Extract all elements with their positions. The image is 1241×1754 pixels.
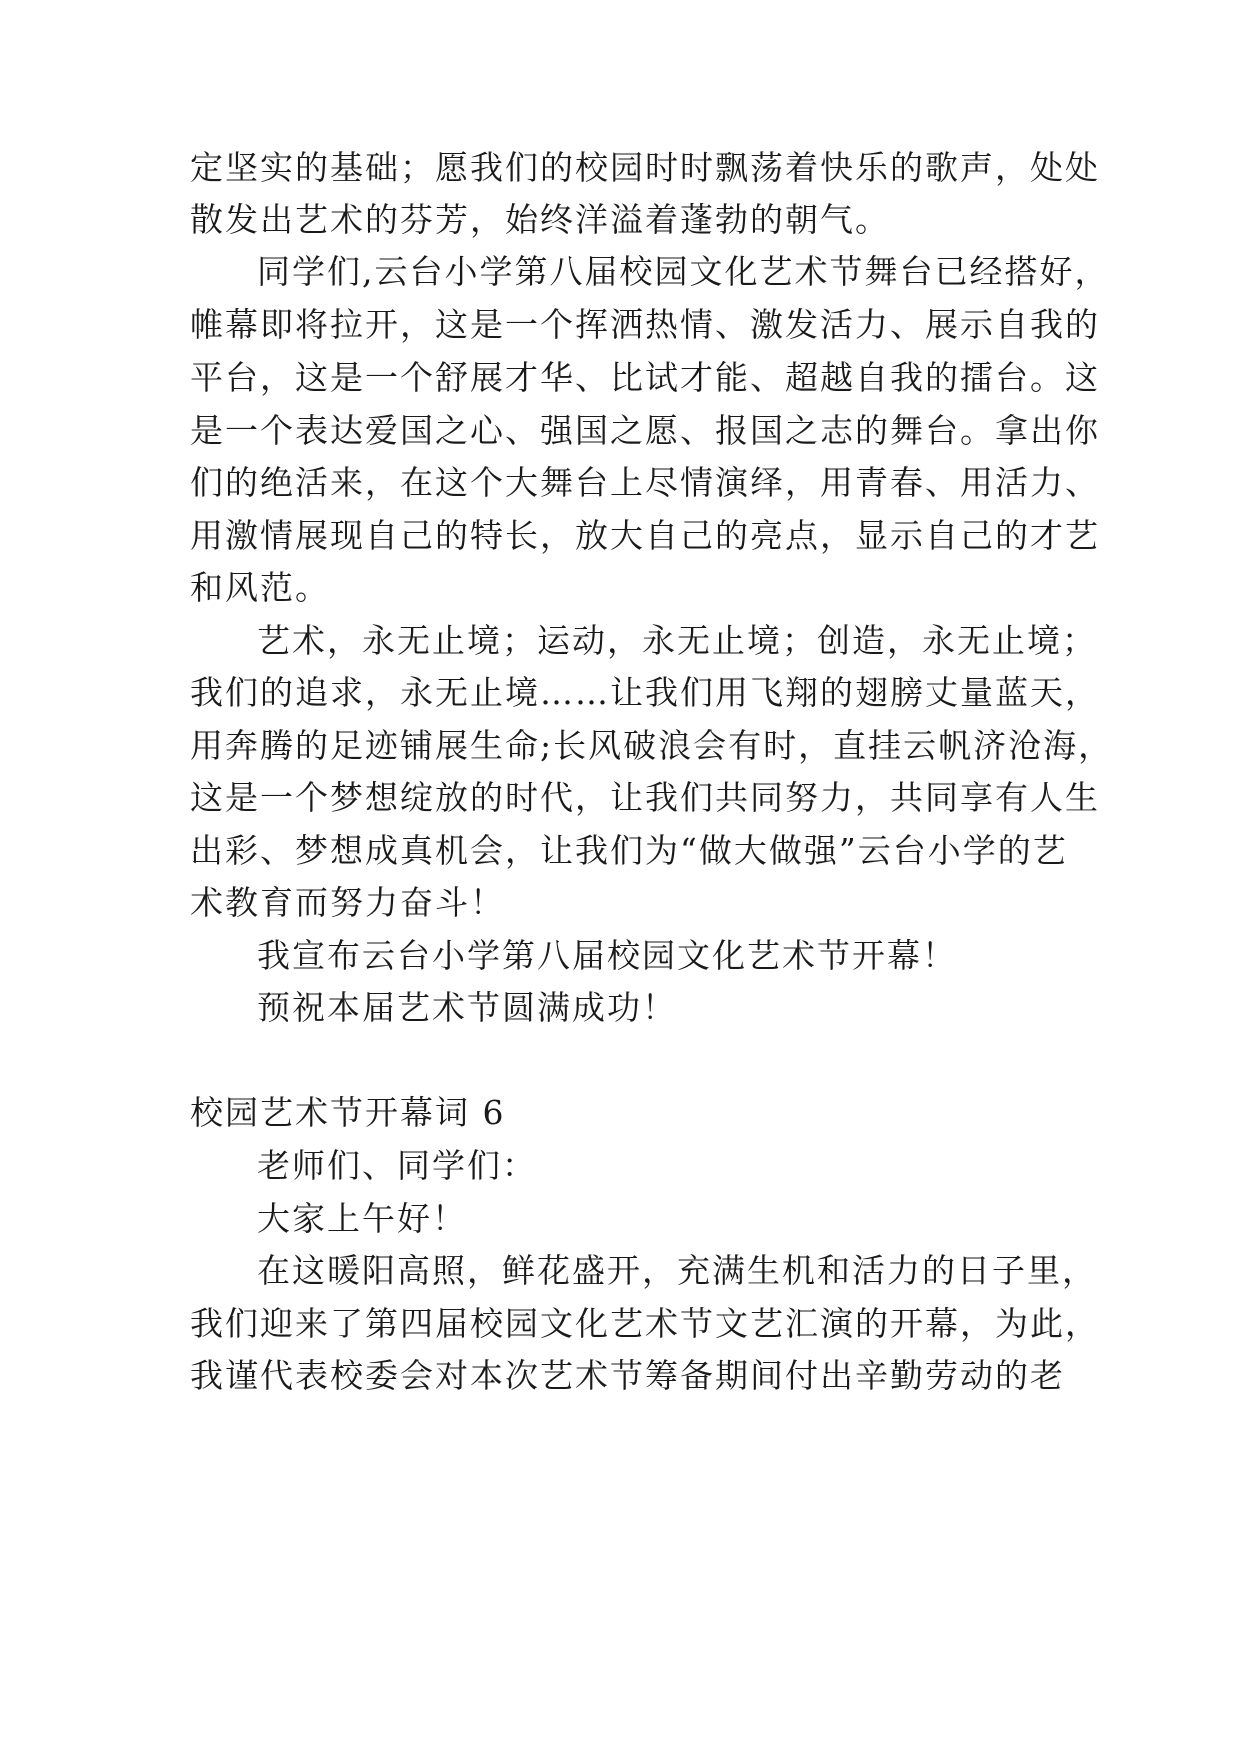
text-line: 和风范。 [190, 568, 330, 607]
text-line: 出彩、梦想成真机会，让我们为“做大做强”云台小学的艺 [190, 831, 1068, 870]
text-line: 我谨代表校委会对本次艺术节筹备期间付出辛勤劳动的老 [190, 1356, 1065, 1395]
text-line: 我宣布云台小学第八届校园文化艺术节开幕！ [257, 936, 957, 975]
greeting: 大家上午好！ [257, 1199, 467, 1238]
text-line: 在这暖阳高照，鲜花盛开，充满生机和活力的日子里， [257, 1251, 1097, 1290]
text-line: 是一个表达爱国之心、强国之愿、报国之志的舞台。拿出你 [190, 411, 1100, 450]
text-line: 这是一个梦想绽放的时代，让我们共同努力，共同享有人生 [190, 778, 1100, 817]
salutation: 老师们、同学们： [257, 1146, 537, 1185]
text-line: 我们迎来了第四届校园文化艺术节文艺汇演的开幕，为此， [190, 1304, 1100, 1343]
text-line: 预祝本届艺术节圆满成功！ [257, 988, 677, 1027]
text-line: 艺术，永无止境；运动，永无止境；创造，永无止境； [257, 621, 1097, 660]
text-line: 术教育而努力奋斗！ [190, 883, 505, 922]
text-line: 散发出艺术的芬芳，始终洋溢着蓬勃的朝气。 [190, 200, 890, 239]
text-line: 用奔腾的足迹铺展生命;长风破浪会有时，直挂云帆济沧海， [190, 726, 1114, 765]
text-line: 定坚实的基础；愿我们的校园时时飘荡着快乐的歌声，处处 [190, 148, 1100, 187]
text-line: 帷幕即将拉开，这是一个挥洒热情、激发活力、展示自我的 [190, 305, 1100, 344]
text-line: 用激情展现自己的特长，放大自己的亮点，显示自己的才艺 [190, 516, 1100, 555]
text-line: 同学们,云台小学第八届校园文化艺术节舞台已经搭好， [257, 252, 1110, 291]
text-line: 们的绝活来，在这个大舞台上尽情演绎，用青春、用活力、 [190, 463, 1100, 502]
text-line: 我们的追求，永无止境……让我们用飞翔的翅膀丈量蓝天， [190, 673, 1100, 712]
section-title: 校园艺术节开幕词 6 [190, 1093, 506, 1132]
text-line: 平台，这是一个舒展才华、比试才能、超越自我的擂台。这 [190, 358, 1100, 397]
